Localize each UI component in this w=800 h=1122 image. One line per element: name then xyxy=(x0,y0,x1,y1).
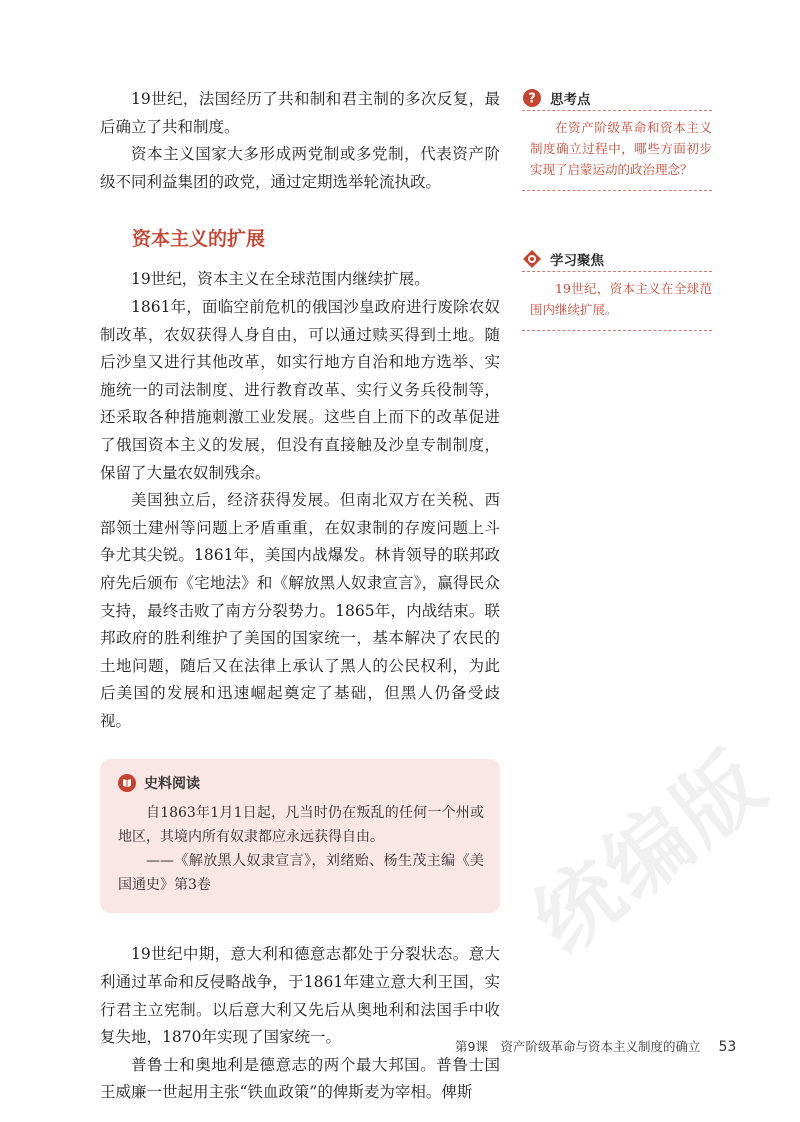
watermark: 统编版 xyxy=(516,731,785,972)
paragraph: 19世纪中期，意大利和德意志都处于分裂状态。意大利通过革命和反侵略战争，于1861年建立意大利王国，实行君主立宪制。以后意大利又先后从奥地利和法国手中收复失地，1870年实现了国家统一。 xyxy=(100,945,500,1047)
paragraph: 19世纪，资本主义在全球范围内继续扩展。 xyxy=(131,270,430,289)
focus-header xyxy=(522,249,712,272)
sidebar-think-point xyxy=(522,88,712,191)
paragraph: 1861年，面临空前危机的俄国沙皇政府进行废除农奴制改革，农奴获得人身自由，可以通过赎买得到土地。随后沙皇又进行其他改革，如实行地方自治和地方选举、实施统一的司法制度、进行教育改革、实行义务兵役制等，还采取各种措施刺激工业发展。这些自上而下的改革促进了俄国资本主义的发展，但没有直接触及沙皇专制制度，保留了大量农奴制残余。 xyxy=(100,297,500,482)
section-heading: 资本主义的扩展 xyxy=(132,228,266,251)
paragraph: 资本主义国家大多形成两党制或多党制，代表资产阶级不同利益集团的政党，通过定期选举轮流执政。 xyxy=(100,145,500,191)
think-header xyxy=(522,88,712,111)
historical-reading-box xyxy=(100,759,500,913)
footer-chapter: 第9课 资产阶级革命与资本主义制度的确立 xyxy=(455,1039,701,1054)
reading-header xyxy=(118,773,484,793)
page-number: 53 xyxy=(718,1039,737,1055)
think-title: 思考点 xyxy=(550,88,597,108)
reading-body xyxy=(118,801,484,897)
question-icon xyxy=(522,88,542,108)
paragraph: 普鲁士和奥地利是德意志的两个最大邦国。普鲁士国王威廉一世起用主张“铁血政策”的俾斯麦为宰相。俾斯 xyxy=(100,1055,500,1102)
paragraph: 19世纪，法国经历了共和制和君主制的多次反复，最后确立了共和制度。 xyxy=(100,90,500,136)
reading-title: 史料阅读 xyxy=(144,776,200,793)
focus-title: 学习聚焦 xyxy=(550,249,610,269)
main-column xyxy=(100,86,500,1107)
focus-text: 19世纪，资本主义在全球范围内继续扩展。 xyxy=(522,272,712,331)
think-text: 在资产阶级革命和资本主义制度确立过程中，哪些方面初步实现了启蒙运动的政治理念？ xyxy=(522,111,712,191)
page-footer xyxy=(455,1037,736,1055)
book-icon xyxy=(118,774,136,792)
paragraph: 美国独立后，经济获得发展。但南北双方在关税、西部领土建州等问题上矛盾重重，在奴隶制的存废问题上斗争尤其尖锐。1861年，美国内战爆发。林肯领导的联邦政府先后颁布《宅地法》和《解放黑人奴隶宣言》，赢得民众支持，最终击败了南方分裂势力。1865年，内战结束。联邦政府的胜利维护了美国的国家统一，基本解决了农民的土地问题，随后又在法律上承认了黑人的公民权利，为此后美国的发展和迅速崛起奠定了基础，但黑人仍备受歧视。 xyxy=(100,491,500,730)
sidebar-learning-focus xyxy=(522,249,712,331)
reading-source: ——《解放黑人奴隶宣言》，刘绪贻、杨生茂主编《美国通史》第3卷 xyxy=(118,853,484,894)
svg-text:?: ? xyxy=(528,91,536,107)
target-icon xyxy=(522,249,542,269)
reading-quote: 自1863年1月1日起，凡当时仍在叛乱的任何一个州或地区，其境内所有奴隶都应永远获得自由。 xyxy=(118,805,484,846)
